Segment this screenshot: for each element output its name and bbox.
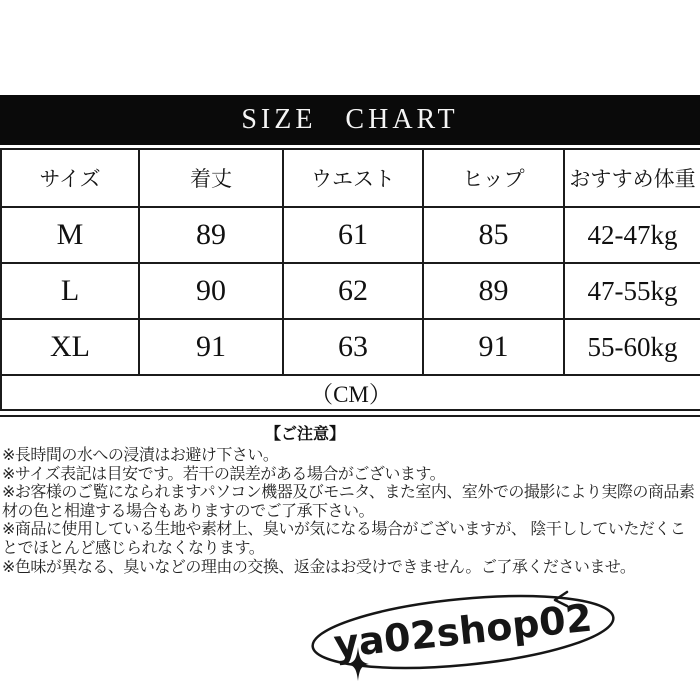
table-row	[1, 263, 700, 319]
cell-hip-xl: 91	[423, 319, 564, 375]
unit-label-cm: （CM）	[1, 375, 700, 410]
cell-hip-m: 85	[423, 207, 564, 263]
cell-weight-m: 42-47kg	[564, 207, 700, 263]
size-chart-title: SIZE CHART	[241, 104, 459, 135]
cell-size-l: L	[1, 263, 139, 319]
cell-size-m: M	[1, 207, 139, 263]
cell-hip-l: 89	[423, 263, 564, 319]
unit-row	[1, 375, 700, 410]
cell-length-l: 90	[139, 263, 283, 319]
cell-length-xl: 91	[139, 319, 283, 375]
cell-waist-xl: 63	[283, 319, 423, 375]
table-row	[1, 319, 700, 375]
header-recommended-weight: おすすめ体重	[564, 149, 700, 207]
size-table	[0, 148, 700, 411]
cell-waist-l: 62	[283, 263, 423, 319]
header-hip: ヒップ	[423, 149, 564, 207]
size-table-header-row	[1, 149, 700, 207]
notice-item-soaking: ※長時間の水への浸漬はお避け下さい。	[2, 447, 279, 464]
notice-item-no-returns: ※色味が異なる、臭いなどの理由の交換、返金はお受けできません。ご了承くださいませ。	[2, 558, 636, 576]
notice-item-color-monitor: ※お客様のご覧になられますパソコン機器及びモニタ、また室内、室外での撮影により実際の商品素材の色と相違する場合もありますのでご了承下さい。	[2, 484, 695, 520]
cell-weight-xl: 55-60kg	[564, 319, 700, 375]
table-row	[1, 207, 700, 263]
notice-section	[0, 421, 700, 577]
notice-item-size-accuracy: ※サイズ表記は目安です。若干の誤差がある場合がございます。	[2, 465, 446, 483]
cell-waist-m: 61	[283, 207, 423, 263]
cell-length-m: 89	[139, 207, 283, 263]
header-waist: ウエスト	[283, 149, 423, 207]
table-bottom-rule	[0, 415, 700, 417]
header-length: 着丈	[139, 149, 283, 207]
top-whitespace	[0, 0, 700, 95]
notice-heading: 【ご注意】	[264, 426, 345, 443]
cell-size-xl: XL	[1, 319, 139, 375]
cell-weight-l: 47-55kg	[564, 263, 700, 319]
size-chart-title-bar	[0, 95, 700, 145]
header-size: サイズ	[1, 149, 139, 207]
shop-logo-text: ya02shop02	[331, 595, 595, 667]
shop-logo	[290, 575, 640, 700]
notice-item-smell: ※商品に使用している生地や素材上、臭いが気になる場合がございますが、 陰干ししていただくことでほとんど感じられなくなります。	[2, 521, 686, 557]
